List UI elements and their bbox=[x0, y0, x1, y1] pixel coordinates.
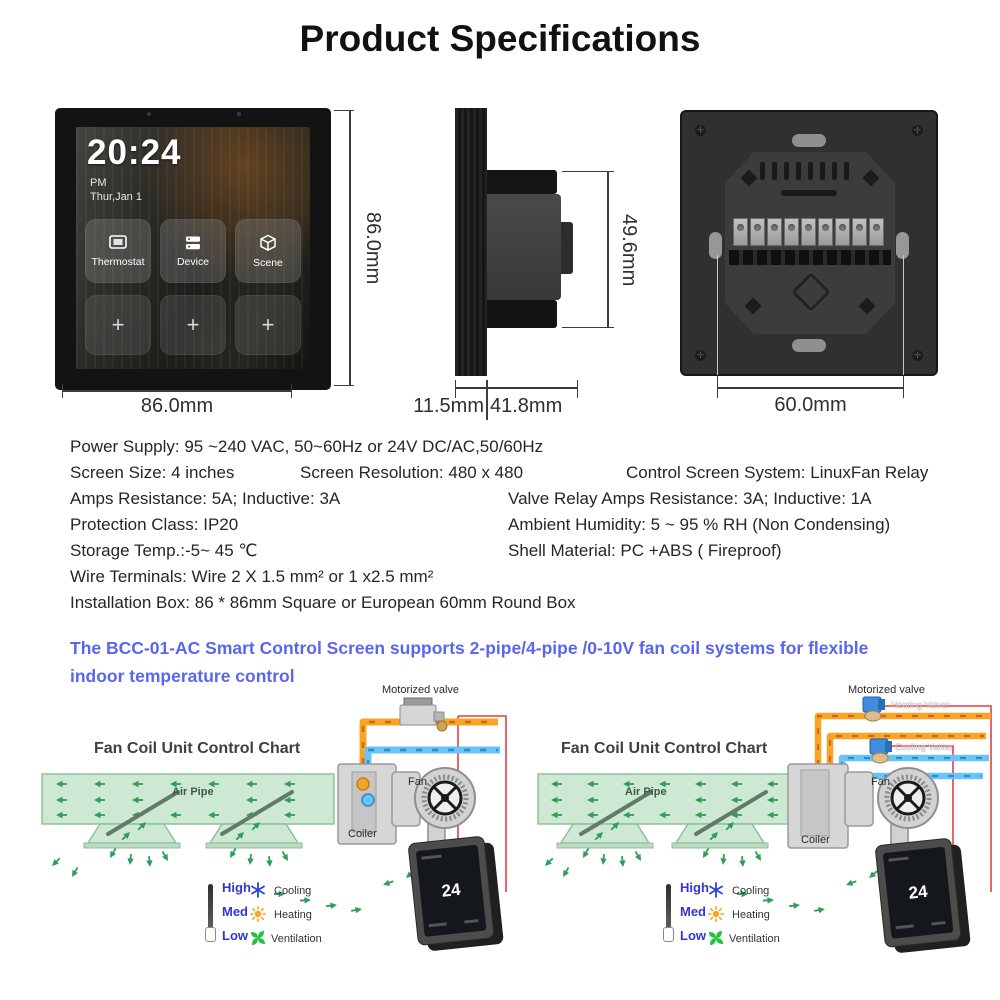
dim-front-height: 86.0mm bbox=[362, 212, 384, 285]
legend-heating-label: Heating bbox=[732, 909, 770, 921]
motorized-valve-label: Motorized valve bbox=[848, 684, 926, 696]
mini-thermostat-temp: 24 bbox=[907, 881, 929, 903]
sun-icon bbox=[250, 906, 266, 922]
add-card bbox=[160, 295, 226, 355]
plus-icon: + bbox=[261, 312, 275, 337]
spec-row bbox=[70, 463, 950, 489]
chart-title: Fan Coil Unit Control Chart bbox=[561, 740, 768, 757]
spec-list bbox=[70, 437, 950, 619]
dim-line bbox=[62, 390, 292, 392]
back-screw: ✛ bbox=[913, 350, 922, 360]
mini-thermostat bbox=[408, 835, 504, 952]
legend-level-low: Low bbox=[680, 928, 706, 943]
terminal-block bbox=[733, 218, 884, 246]
plate-notch bbox=[745, 298, 762, 315]
scene-icon bbox=[258, 234, 278, 252]
spec-row bbox=[70, 541, 950, 567]
spec-storage-temp: Storage Temp.:-5~ 45 ℃ bbox=[70, 541, 258, 560]
spec-row bbox=[70, 437, 950, 463]
highlight-text bbox=[70, 634, 950, 690]
spec-ambient-humidity: Ambient Humidity: 5 ~ 95 % RH (Non Condensing) bbox=[508, 515, 891, 534]
back-view-device bbox=[680, 110, 938, 376]
dim-ext-line bbox=[903, 255, 904, 375]
frame-screw bbox=[237, 112, 241, 116]
fan-coil-chart-4pipe bbox=[533, 686, 1000, 1000]
fan-speed-slider bbox=[666, 884, 671, 940]
side-view-bottom-cap bbox=[487, 300, 557, 328]
fan-unit bbox=[392, 768, 475, 846]
spec-installation-box: Installation Box: 86 * 86mm Square or European 60mm Round Box bbox=[70, 593, 576, 612]
app-card-row bbox=[82, 219, 304, 283]
slider-thumb bbox=[205, 927, 216, 942]
plus-card-row bbox=[82, 295, 304, 355]
dim-side-height: 49.6mm bbox=[618, 214, 640, 287]
air-pipe-label: Air Pipe bbox=[625, 786, 667, 798]
ventilation-fan-icon bbox=[708, 930, 724, 946]
diffuser-lip bbox=[84, 843, 180, 848]
legend-level-high: High bbox=[222, 880, 251, 895]
legend-heating-label: Heating bbox=[274, 909, 312, 921]
legend-ventilation-label: Ventilation bbox=[271, 933, 322, 945]
diffuser bbox=[88, 824, 176, 843]
frame-screw bbox=[147, 112, 151, 116]
app-card-label: Thermostat bbox=[91, 255, 145, 268]
legend-ventilation-label: Ventilation bbox=[729, 933, 780, 945]
screen-time: 20:24 bbox=[87, 133, 182, 172]
diffuser bbox=[676, 824, 764, 843]
app-card-device bbox=[160, 219, 226, 283]
fan-coil-chart-2pipe bbox=[30, 686, 515, 1000]
dim-ext-line bbox=[334, 110, 354, 111]
plate-notch bbox=[859, 298, 876, 315]
chart-title: Fan Coil Unit Control Chart bbox=[94, 740, 301, 757]
side-view-panel bbox=[455, 108, 487, 376]
motorized-valve-label: Motorized valve bbox=[382, 684, 460, 696]
fan-coil-diagram bbox=[533, 686, 1000, 1000]
heating-valve-label: Heating Valver bbox=[891, 700, 950, 710]
add-card bbox=[235, 295, 301, 355]
plate-notch bbox=[741, 170, 758, 187]
dim-ext-line bbox=[334, 385, 354, 386]
back-screw: ✛ bbox=[696, 125, 705, 135]
back-screw: ✛ bbox=[696, 350, 705, 360]
slider-thumb bbox=[663, 927, 674, 942]
mounting-slot-top bbox=[792, 134, 826, 147]
device-icon bbox=[183, 235, 203, 251]
ventilation-fan-icon bbox=[250, 930, 266, 946]
spec-screen-resolution: Screen Resolution: 480 x 480 bbox=[300, 463, 524, 482]
front-view-screen bbox=[76, 127, 310, 369]
screen-ampm: PM bbox=[90, 177, 107, 189]
thermostat-icon bbox=[108, 235, 128, 251]
spec-power-supply: Power Supply: 95 ~240 VAC, 50~60Hz or 24V DC/AC,50/60Hz bbox=[70, 437, 544, 456]
spec-screen-size: Screen Size: 4 inches bbox=[70, 463, 235, 482]
air-duct bbox=[538, 774, 800, 848]
fan-speed-slider bbox=[208, 884, 213, 940]
fan-label: Fan bbox=[871, 776, 890, 788]
mounting-hole-left bbox=[709, 232, 722, 259]
motorized-valve-device bbox=[400, 698, 447, 731]
mini-thermostat bbox=[875, 837, 971, 954]
vent-bar bbox=[781, 190, 837, 196]
legend-cooling-label: Cooling bbox=[274, 885, 312, 897]
dim-tick bbox=[486, 380, 488, 420]
diffuser bbox=[561, 824, 649, 843]
highlight-line-1: The BCC-01-AC Smart Control Screen supports 2-pipe/4-pipe /0-10V fan coil systems for flexible bbox=[70, 638, 869, 658]
dim-side-panel-depth: 11.5mm bbox=[413, 395, 484, 417]
fan-label: Fan bbox=[408, 776, 427, 788]
dim-line bbox=[349, 110, 351, 386]
front-view-device bbox=[55, 108, 331, 390]
dim-line bbox=[717, 387, 904, 389]
legend-level-high: High bbox=[680, 880, 709, 895]
plus-icon: + bbox=[111, 312, 125, 337]
side-view-body bbox=[487, 194, 561, 300]
spec-control-system: Control Screen System: LinuxFan Relay bbox=[626, 463, 929, 482]
diffuser-lip bbox=[206, 843, 302, 848]
diffuser-lip bbox=[672, 843, 768, 848]
highlight-line-2: indoor temperature control bbox=[70, 666, 295, 686]
spec-wire-terminals: Wire Terminals: Wire 2 X 1.5 mm² or 1 x2.5 mm² bbox=[70, 567, 434, 586]
legend-level-low: Low bbox=[222, 928, 248, 943]
fan-unit bbox=[845, 768, 938, 846]
dim-line bbox=[607, 171, 609, 328]
side-view-connector bbox=[561, 222, 573, 274]
cooling-valve-label: Cooling Valver bbox=[895, 742, 953, 752]
airflow-arrows bbox=[543, 843, 900, 914]
air-pipe-label: Air Pipe bbox=[172, 786, 214, 798]
coiler-label: Coiler bbox=[801, 834, 830, 846]
plate-notch bbox=[863, 170, 880, 187]
legend-level-med: Med bbox=[680, 904, 706, 919]
spec-row bbox=[70, 567, 950, 593]
snowflake-icon bbox=[250, 882, 266, 898]
mounting-plate bbox=[725, 152, 895, 334]
spec-amps-resistance: Amps Resistance: 5A; Inductive: 3A bbox=[70, 489, 341, 508]
app-card-label: Device bbox=[176, 255, 210, 268]
snowflake-icon bbox=[708, 882, 724, 898]
wire-teeth-band bbox=[729, 250, 891, 265]
mini-thermostat-temp: 24 bbox=[440, 879, 462, 901]
dim-line bbox=[455, 387, 578, 389]
app-card-scene bbox=[235, 219, 301, 283]
spec-row bbox=[70, 489, 950, 515]
side-view-top-cap bbox=[487, 170, 557, 194]
dim-ext-line bbox=[717, 255, 718, 375]
vent-slots bbox=[760, 162, 849, 180]
diffuser-lip bbox=[557, 843, 653, 848]
page-title: Product Specifications bbox=[299, 18, 701, 59]
screen-date: Thur,Jan 1 bbox=[90, 191, 142, 203]
legend-level-med: Med bbox=[222, 904, 248, 919]
spec-shell-material: Shell Material: PC +ABS ( Fireproof) bbox=[508, 541, 782, 560]
plate-knockout bbox=[791, 272, 831, 312]
sun-icon bbox=[708, 906, 724, 922]
back-screw: ✛ bbox=[913, 125, 922, 135]
legend-cooling-label: Cooling bbox=[732, 885, 770, 897]
spec-protection-class: Protection Class: IP20 bbox=[70, 515, 239, 534]
add-card bbox=[85, 295, 151, 355]
spec-valve-relay: Valve Relay Amps Resistance: 3A; Inductive: 1A bbox=[508, 489, 872, 508]
app-card-label: Scene bbox=[253, 256, 283, 269]
spec-row bbox=[70, 515, 950, 541]
app-card-thermostat bbox=[85, 219, 151, 283]
coiler-label: Coiler bbox=[348, 828, 377, 840]
mounting-slot-bottom bbox=[792, 339, 826, 352]
dim-side-body-depth: 41.8mm bbox=[490, 395, 563, 417]
plus-icon: + bbox=[186, 312, 200, 337]
dim-front-width: 86.0mm bbox=[140, 395, 214, 417]
fan-coil-diagram bbox=[30, 686, 515, 1000]
spec-row bbox=[70, 593, 950, 619]
dim-back-holes: 60.0mm bbox=[774, 394, 847, 416]
